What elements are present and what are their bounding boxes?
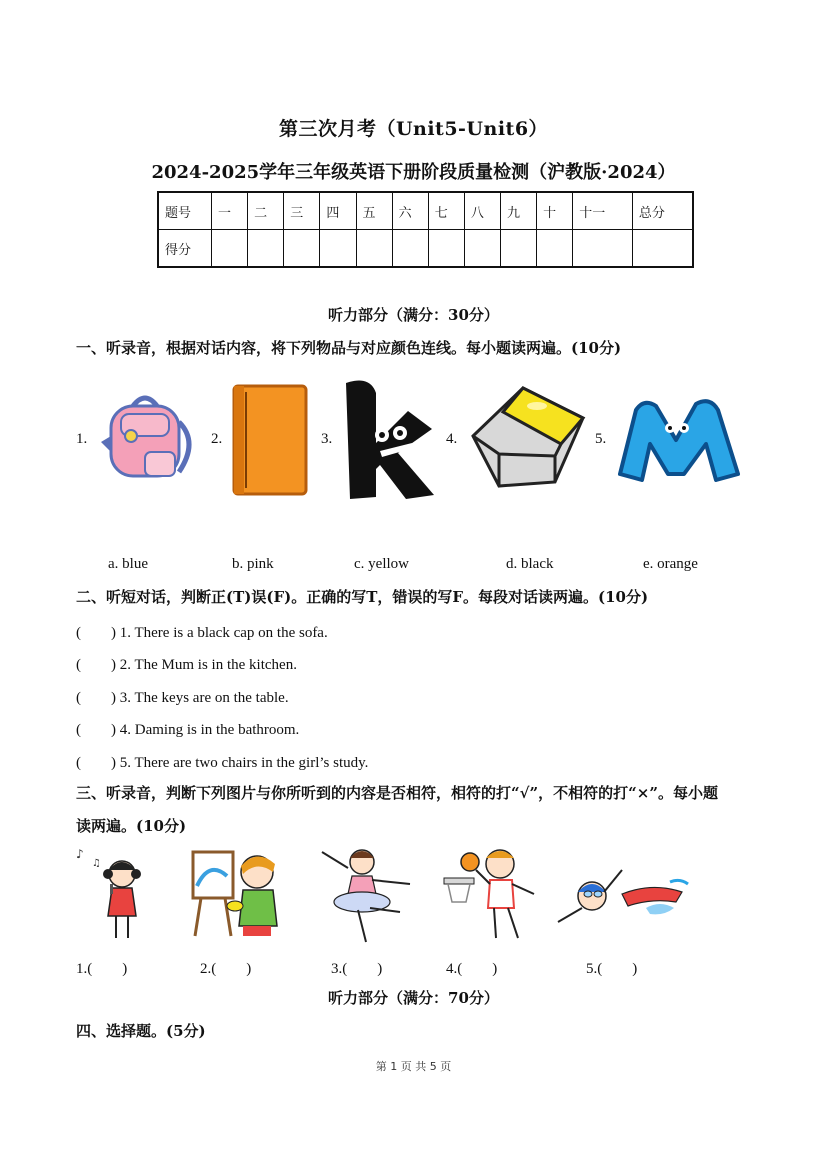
part1-number-3: 3. bbox=[321, 431, 333, 447]
cell-4: 四 bbox=[320, 192, 356, 230]
listening-heading: 听力部分（满分：30分） bbox=[328, 306, 499, 324]
score-input-2[interactable] bbox=[248, 230, 284, 268]
swimming-boy-icon bbox=[552, 852, 690, 932]
part1-number-5: 5. bbox=[595, 431, 607, 447]
cell-label-defen: 得分 bbox=[158, 230, 212, 268]
tf-item-1[interactable]: ( ) 1. There is a black cap on the sofa. bbox=[76, 625, 328, 641]
part3-title-line2: 读两遍。(10分) bbox=[76, 817, 187, 835]
part2-title: 二、听短对话，判断正(T)误(F)。正确的写T，错误的写F。每段对话读两遍。(10分) bbox=[76, 588, 649, 606]
exam-title: 第三次月考（Unit5-Unit6） bbox=[278, 118, 549, 140]
painting-boy-icon bbox=[187, 846, 287, 942]
tf-item-2[interactable]: ( ) 2. The Mum is in the kitchen. bbox=[76, 657, 297, 673]
part1-number-4: 4. bbox=[446, 431, 458, 447]
cell-8: 八 bbox=[464, 192, 500, 230]
cell-11: 十一 bbox=[573, 192, 633, 230]
part3-answer-3[interactable]: 3.( ) bbox=[331, 961, 383, 977]
cell-10: 十 bbox=[537, 192, 573, 230]
score-input-3[interactable] bbox=[284, 230, 320, 268]
score-input-6[interactable] bbox=[392, 230, 428, 268]
schoolbag-icon bbox=[95, 392, 201, 484]
score-input-7[interactable] bbox=[428, 230, 464, 268]
score-table-header-row bbox=[158, 192, 693, 230]
part3-answer-2[interactable]: 2.( ) bbox=[200, 961, 252, 977]
eraser-icon bbox=[465, 382, 589, 494]
page-footer: 第 1 页 共 5 页 bbox=[375, 1060, 452, 1073]
part3-title-line1: 三、听录音，判断下列图片与你所听到的内容是否相符，相符的打“√”，不相符的打“×”。每小题 bbox=[76, 784, 718, 802]
book-icon bbox=[230, 384, 310, 496]
cell-1: 一 bbox=[212, 192, 248, 230]
part4-title: 四、选择题。(5分) bbox=[76, 1022, 206, 1040]
score-input-4[interactable] bbox=[320, 230, 356, 268]
singing-girl-icon bbox=[74, 844, 144, 944]
color-option-orange: e. orange bbox=[643, 556, 698, 572]
tf-item-5[interactable]: ( ) 5. There are two chairs in the girl’s study. bbox=[76, 755, 369, 771]
color-option-yellow: c. yellow bbox=[354, 556, 409, 572]
letter-m-icon bbox=[614, 394, 744, 482]
color-option-pink: b. pink bbox=[232, 556, 274, 572]
score-table bbox=[157, 191, 694, 268]
part1-number-1: 1. bbox=[76, 431, 88, 447]
color-option-blue: a. blue bbox=[108, 556, 148, 572]
score-input-9[interactable] bbox=[501, 230, 537, 268]
tf-item-4[interactable]: ( ) 4. Daming is in the bathroom. bbox=[76, 722, 300, 738]
cell-total: 总分 bbox=[632, 192, 693, 230]
cell-label-tihao: 题号 bbox=[158, 192, 212, 230]
score-table-score-row bbox=[158, 230, 693, 268]
tf-item-3[interactable]: ( ) 3. The keys are on the table. bbox=[76, 690, 289, 706]
exam-subtitle: 2024-2025学年三年级英语下册阶段质量检测（沪教版·2024） bbox=[151, 162, 676, 183]
part3-answer-5[interactable]: 5.( ) bbox=[586, 961, 638, 977]
svg-text:♫: ♫ bbox=[92, 858, 101, 869]
score-input-total[interactable] bbox=[632, 230, 693, 268]
cell-2: 二 bbox=[248, 192, 284, 230]
color-option-black: d. black bbox=[506, 556, 554, 572]
part3-answer-1[interactable]: 1.( ) bbox=[76, 961, 128, 977]
score-input-1[interactable] bbox=[212, 230, 248, 268]
part1-number-2: 2. bbox=[211, 431, 223, 447]
basketball-boy-icon bbox=[436, 842, 542, 946]
dancing-girl-icon bbox=[318, 842, 414, 946]
score-input-8[interactable] bbox=[464, 230, 500, 268]
letter-k-icon bbox=[340, 377, 440, 503]
score-input-5[interactable] bbox=[356, 230, 392, 268]
part1-title: 一、听录音，根据对话内容，将下列物品与对应颜色连线。每小题读两遍。(10分) bbox=[76, 339, 622, 357]
cell-5: 五 bbox=[356, 192, 392, 230]
cell-9: 九 bbox=[501, 192, 537, 230]
svg-text:♪: ♪ bbox=[76, 847, 84, 861]
cell-3: 三 bbox=[284, 192, 320, 230]
part3-answer-4[interactable]: 4.( ) bbox=[446, 961, 498, 977]
score-input-10[interactable] bbox=[537, 230, 573, 268]
cell-6: 六 bbox=[392, 192, 428, 230]
cell-7: 七 bbox=[428, 192, 464, 230]
score-input-11[interactable] bbox=[573, 230, 633, 268]
written-heading: 听力部分（满分：70分） bbox=[328, 989, 499, 1007]
